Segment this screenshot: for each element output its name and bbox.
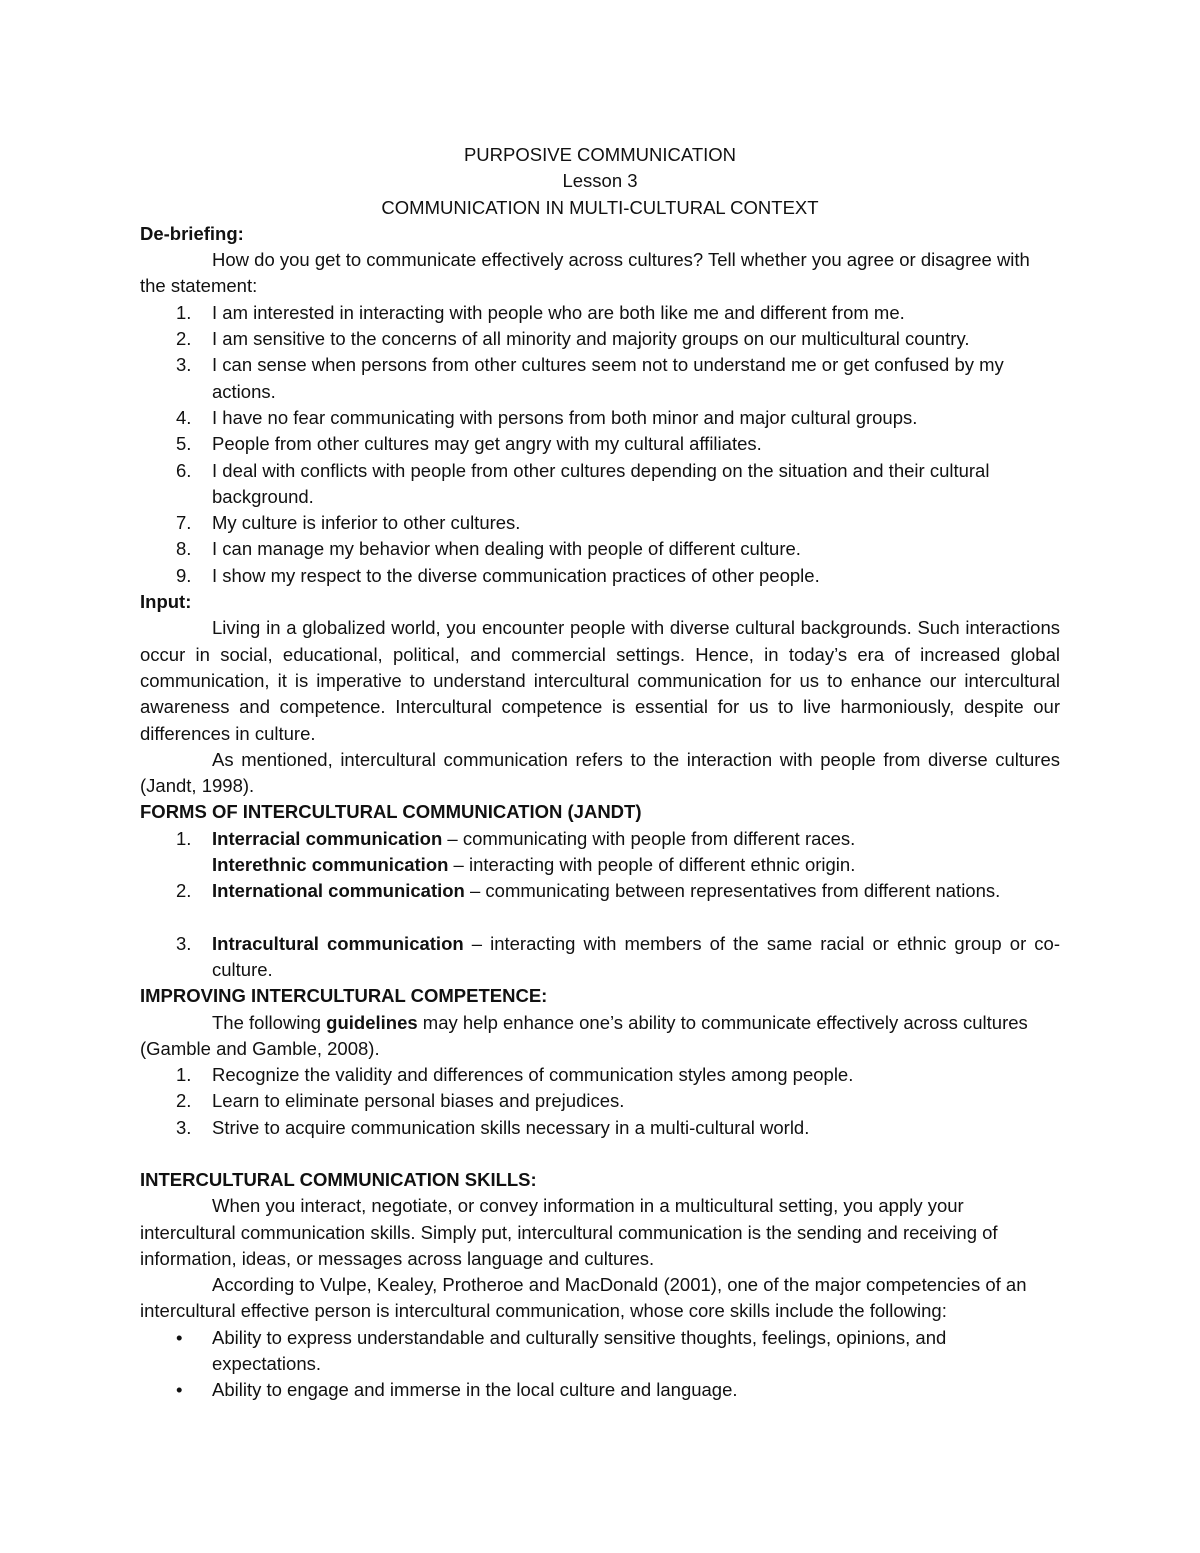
list-number: 3.	[176, 1116, 192, 1138]
list-item	[140, 563, 1060, 589]
list-item	[140, 458, 1060, 511]
debriefing-intro: How do you get to communicate effectively across cultures? Tell whether you agree or disagree with the statement:	[140, 249, 1030, 297]
debriefing-heading: De-briefing:	[140, 222, 244, 244]
list-item	[140, 1325, 1060, 1378]
list-text: I can sense when persons from other cultures seem not to understand me or get confused by my actions.	[212, 354, 1004, 402]
list-text: I show my respect to the diverse communication practices of other people.	[212, 564, 820, 586]
improving-list	[140, 1062, 1060, 1141]
list-number: 4.	[176, 406, 192, 428]
term: Interracial communication	[212, 827, 443, 849]
definition: – communicating with people from different races.	[442, 827, 856, 849]
list-number: 2.	[176, 1090, 192, 1112]
forms-list	[140, 826, 1060, 983]
forms-heading: FORMS OF INTERCULTURAL COMMUNICATION (JANDT)	[140, 801, 642, 823]
definition: – communicating between representatives from different nations.	[464, 880, 1001, 902]
bullet-icon: •	[176, 1379, 183, 1401]
lesson-subtitle: COMMUNICATION IN MULTI-CULTURAL CONTEXT	[381, 196, 819, 218]
list-item	[140, 300, 1060, 326]
list-text: Ability to engage and immerse in the local culture and language.	[212, 1379, 738, 1401]
bullet-icon: •	[176, 1326, 183, 1348]
list-number: 1.	[176, 827, 192, 849]
list-item	[140, 405, 1060, 431]
skills-paragraph: According to Vulpe, Kealey, Protheroe and MacDonald (2001), one of the major competencies of an intercultural effective person is intercultural communication, whose core skills include the following:	[140, 1274, 1027, 1322]
list-item	[140, 852, 1060, 878]
definition: – interacting with people of different ethnic origin.	[448, 854, 856, 876]
term: Interethnic communication	[212, 854, 449, 876]
improving-heading: IMPROVING INTERCULTURAL COMPETENCE:	[140, 985, 548, 1007]
list-item	[140, 1088, 1060, 1114]
list-item	[140, 326, 1060, 352]
skills-bullets	[140, 1325, 1060, 1404]
list-item	[140, 878, 1060, 904]
list-number: 7.	[176, 512, 192, 534]
list-number: 9.	[176, 564, 192, 586]
list-item	[140, 431, 1060, 457]
definition: – interacting with members of the same racial or ethnic group or co-culture.	[212, 932, 1060, 980]
list-number: 1.	[176, 1064, 192, 1086]
input-heading: Input:	[140, 591, 192, 613]
improving-intro	[140, 1010, 1060, 1063]
list-number: 3.	[176, 932, 192, 954]
intro-text: may help enhance one’s ability to communicate effectively across cultures (Gamble and Gamble, 2008).	[140, 1011, 1028, 1059]
list-text: I have no fear communicating with persons from both minor and major cultural groups.	[212, 406, 918, 428]
list-text: I am interested in interacting with people who are both like me and different from me.	[212, 301, 905, 323]
list-text: People from other cultures may get angry with my cultural affiliates.	[212, 433, 762, 455]
list-text: Learn to eliminate personal biases and prejudices.	[212, 1090, 625, 1112]
list-text: Recognize the validity and differences of communication styles among people.	[212, 1064, 854, 1086]
list-number: 5.	[176, 433, 192, 455]
list-item	[140, 826, 1060, 852]
list-item	[140, 536, 1060, 562]
document-page	[140, 142, 1060, 1404]
list-item	[140, 1115, 1060, 1141]
term: Intracultural communication	[212, 932, 464, 954]
list-number: 2.	[176, 880, 192, 902]
list-number: 2.	[176, 328, 192, 350]
list-item	[140, 931, 1060, 984]
list-text: I deal with conflicts with people from other cultures depending on the situation and their cultural background.	[212, 459, 990, 507]
intro-keyword: guidelines	[326, 1011, 418, 1033]
document-title: PURPOSIVE COMMUNICATION	[463, 144, 737, 165]
skills-paragraph: When you interact, negotiate, or convey information in a multicultural setting, you apply your intercultural communication skills. Simply put, intercultural communication is the sending and receiving of information, ideas, or messages across language and cultures.	[140, 1195, 998, 1269]
list-text: I am sensitive to the concerns of all minority and majority groups on our multicultural country.	[212, 328, 970, 350]
lesson-label: Lesson 3	[562, 170, 638, 192]
list-item	[140, 1062, 1060, 1088]
input-paragraph: Living in a globalized world, you encounter people with diverse cultural backgrounds. Such interactions occur in social, educational, political, and commercial settings. Hence, in today’s era of increased global communication, it is imperative to understand intercultural communication for us to enhance our intercultural awareness and competence. Intercultural competence is essential for us to live harmoniously, despite our differences in culture.	[140, 617, 1060, 744]
intro-text: The following	[212, 1011, 327, 1033]
list-spacer	[140, 905, 1060, 931]
list-text: Strive to acquire communication skills necessary in a multi-cultural world.	[212, 1116, 810, 1138]
section-spacer	[140, 1141, 1060, 1167]
list-number: 1.	[176, 301, 192, 323]
list-text: I can manage my behavior when dealing with people of different culture.	[212, 538, 801, 560]
input-paragraph: As mentioned, intercultural communication refers to the interaction with people from diverse cultures (Jandt, 1998).	[140, 748, 1060, 797]
list-number: 8.	[176, 538, 192, 560]
list-item	[140, 510, 1060, 536]
list-item	[140, 352, 1060, 405]
debriefing-list	[140, 300, 1060, 589]
list-text: My culture is inferior to other cultures.	[212, 512, 521, 534]
skills-heading: INTERCULTURAL COMMUNICATION SKILLS:	[140, 1168, 537, 1190]
list-text: Ability to express understandable and culturally sensitive thoughts, feelings, opinions, and expectations.	[212, 1326, 947, 1375]
list-number: 3.	[176, 354, 192, 376]
list-number: 6.	[176, 459, 192, 481]
list-item	[140, 1377, 1060, 1403]
term: International communication	[212, 880, 465, 902]
